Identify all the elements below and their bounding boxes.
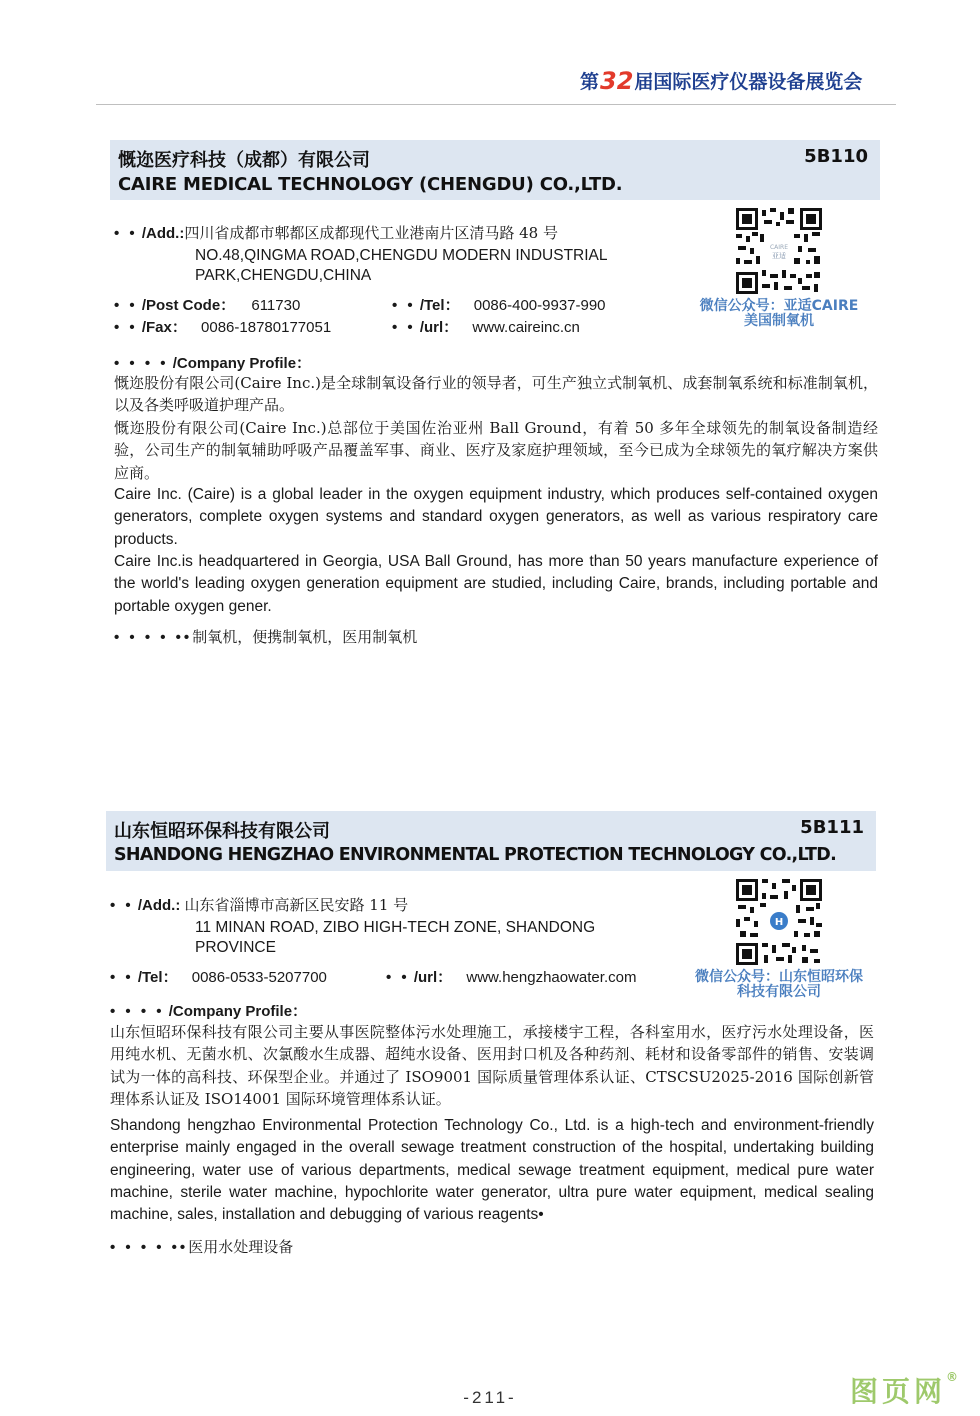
- bullet-marker: • •: [114, 225, 138, 242]
- watermark-text: 图页网: [849, 1375, 946, 1408]
- logo-number: 32: [600, 67, 634, 95]
- address-row: [114, 222, 558, 243]
- products-list: 制氧机，便携制氧机，医用制氧机: [192, 628, 418, 646]
- url-label: /url：: [413, 969, 453, 986]
- tel-row: [110, 966, 327, 987]
- bullet-marker: • • • •: [110, 1003, 165, 1020]
- svg-text:H: H: [774, 917, 784, 928]
- products-row: [114, 626, 417, 647]
- profile-label: /Company Profile：: [172, 355, 312, 372]
- bullet-marker: • •: [114, 319, 138, 336]
- exhibitor-entry-2: [106, 811, 876, 1256]
- profile-en-paragraph-1: Caire Inc. (Caire) is a global leader in the oxygen equipment industry, which produces self-contained oxygen generators, complete oxygen systems and standard oxygen generators, as well as various respiratory care products.: [114, 486, 878, 548]
- company-name-cn: 慨迩医疗科技（成都）有限公司: [118, 150, 370, 171]
- bullet-marker: • • • • ••: [110, 1239, 189, 1256]
- products-list: 医用水处理设备: [188, 1238, 294, 1256]
- url-label: /url：: [419, 319, 459, 336]
- page-number: -211-: [463, 1388, 517, 1407]
- tel-label: /Tel：: [137, 969, 178, 986]
- logo-suffix: 届国际医疗仪器设备展览会: [634, 71, 863, 93]
- exhibitor-title-bar: [110, 140, 880, 200]
- profile-cn-paragraph-1: 慨迩股份有限公司(Caire Inc.)是全球制氧设备行业的领导者，可生产独立式制氧机、成套制氧系统和标准制氧机，以及各类呼吸道护理产品。: [114, 374, 878, 415]
- qr-caption-line-1: 微信公众号：亚适CAIRE: [699, 298, 859, 314]
- bullet-marker: • •: [110, 897, 134, 914]
- svg-text:亚适: 亚适: [772, 252, 786, 260]
- address-cn: 四川省成都市郫都区成都现代工业港南片区清马路 48 号: [184, 224, 558, 242]
- company-name-en: SHANDONG HENGZHAO ENVIRONMENTAL PROTECTION TECHNOLOGY CO.,LTD.: [114, 845, 837, 865]
- bullet-marker: • •: [114, 297, 138, 314]
- qr-caption-line-1: 微信公众号：山东恒昭环保: [695, 969, 863, 985]
- address-cn: 山东省淄博市高新区民安路 11 号: [184, 896, 409, 914]
- url-row: [392, 316, 580, 337]
- qr-caption: [684, 970, 874, 1000]
- booth-number: 5B111: [800, 817, 864, 838]
- postcode-row: [114, 294, 300, 315]
- exhibition-logo: [580, 66, 862, 94]
- bullet-marker: • •: [392, 297, 416, 314]
- fax-row: [114, 316, 331, 337]
- url-row: [386, 966, 636, 987]
- svg-text:CAIRE: CAIRE: [769, 244, 789, 251]
- address-label: /Add.:: [137, 897, 181, 914]
- qr-caption-line-2: 科技有限公司: [737, 984, 821, 1000]
- profile-en-paragraph-1: Shandong hengzhao Environmental Protection Technology Co., Ltd. is a high-tech and environment-friendly enterprise mainly engaged in the overall sewage treatment construction of the hospital, undertaking building engineering, water use of various departments, medical sewage treatment equipment, medical pure water machine, sterile water machine, hypochlorite water generator, ultra pure water equipment, medical sealing machine, sales, installation and debugging of various reagents•: [110, 1117, 874, 1224]
- url-value[interactable]: www.hengzhaowater.com: [466, 969, 637, 986]
- tel-value: 0086-400-9937-990: [473, 297, 606, 314]
- booth-number: 5B110: [804, 146, 868, 167]
- tel-label: /Tel：: [419, 297, 460, 314]
- profile-heading: [110, 1000, 307, 1021]
- registered-mark: ®: [946, 1370, 962, 1384]
- tel-value: 0086-0533-5207700: [191, 969, 327, 986]
- exhibitor-entry-1: [110, 140, 880, 646]
- bullet-marker: • • • • ••: [114, 629, 193, 646]
- wechat-qr-code: [736, 879, 822, 965]
- profile-en-paragraph-2: Caire Inc.is headquartered in Georgia, USA Ball Ground, has more than 50 years manufacture experience of the world's leading oxygen generation equipment are studied, including Caire, brands, including portable and portable oxygen gener.: [114, 553, 878, 615]
- profile-heading: [114, 352, 311, 373]
- wechat-qr-code: [736, 208, 822, 294]
- address-en-line-2: PARK,CHENGDU,CHINA: [195, 267, 372, 284]
- fax-label: /Fax：: [141, 319, 187, 336]
- logo-prefix: 第: [580, 71, 600, 93]
- address-en-line-1: NO.48,QINGMA ROAD,CHENGDU MODERN INDUSTRIAL: [195, 247, 608, 264]
- bullet-marker: • •: [392, 319, 416, 336]
- postcode-value: 611730: [251, 297, 301, 314]
- url-value[interactable]: www.caireinc.cn: [472, 319, 580, 336]
- address-row: [110, 894, 408, 915]
- bullet-marker: • •: [110, 969, 134, 986]
- qr-caption-line-2: 美国制氧机: [744, 313, 814, 329]
- qr-caption: [684, 299, 874, 329]
- bullet-marker: • •: [386, 969, 410, 986]
- company-name-cn: 山东恒昭环保科技有限公司: [114, 821, 330, 842]
- address-en-line-2: PROVINCE: [195, 939, 276, 956]
- exhibitor-title-bar: [106, 811, 876, 871]
- fax-value: 0086-18780177051: [201, 319, 332, 336]
- profile-cn-paragraph-2: 慨迩股份有限公司(Caire Inc.)总部位于美国佐治亚州 Ball Ground，有着 50 多年全球领先的制氧设备制造经验，公司生产的制氧辅助呼吸产品覆盖军事、商业、医疗及家庭护理领域，至今已成为全球领先的氧疗解决方案供应商。: [114, 419, 878, 482]
- profile-cn-paragraph-1: 山东恒昭环保科技有限公司主要从事医院整体污水处理施工，承接楼宇工程，各科室用水，医疗污水处理设备，医用纯水机、无菌水机、次氯酸水生成器、超纯水设备、医用封口机及各种药剂、耗材和设备零部件的销售、安装调试为一体的高科技、环保型企业。并通过了 ISO9001 国际质量管理体系认证、CTSCSU2025-2016 国际创新管理体系认证及 ISO14001 国际环境管理体系认证。: [110, 1023, 874, 1108]
- site-watermark: [850, 1370, 962, 1410]
- bullet-marker: • • • •: [114, 355, 169, 372]
- tel-row: [392, 294, 606, 315]
- postcode-label: /Post Code：: [141, 297, 236, 314]
- address-label: /Add.:: [141, 225, 185, 242]
- company-name-en: CAIRE MEDICAL TECHNOLOGY (CHENGDU) CO.,LTD.: [118, 174, 623, 195]
- address-en-line-1: 11 MINAN ROAD, ZIBO HIGH-TECH ZONE, SHANDONG: [195, 919, 596, 936]
- profile-label: /Company Profile：: [168, 1003, 308, 1020]
- products-row: [110, 1236, 293, 1257]
- header-divider: [96, 104, 896, 105]
